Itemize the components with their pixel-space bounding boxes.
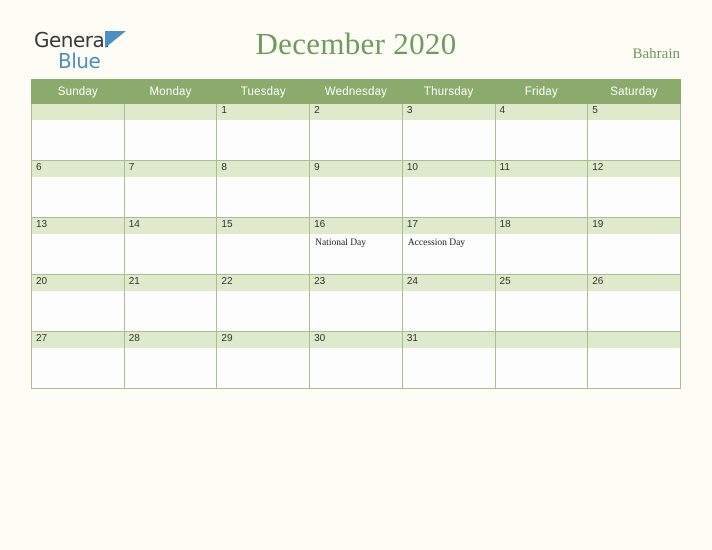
weekday-header-wednesday: Wednesday <box>310 80 403 104</box>
day-number: 8 <box>217 161 309 177</box>
day-number: 16 <box>310 218 402 234</box>
day-number: 14 <box>125 218 217 234</box>
logo-text-general: General <box>34 28 110 52</box>
day-cell[interactable] <box>310 275 403 332</box>
weekday-header-monday: Monday <box>124 80 217 104</box>
day-event <box>125 291 217 295</box>
day-number: 30 <box>310 332 402 348</box>
day-number: 19 <box>588 218 680 234</box>
calendar-table <box>31 79 681 389</box>
day-number: 24 <box>403 275 495 291</box>
day-number: 4 <box>496 104 588 120</box>
day-cell[interactable] <box>588 275 681 332</box>
day-cell[interactable] <box>402 218 495 275</box>
day-event <box>496 177 588 181</box>
day-event <box>310 291 402 295</box>
day-cell[interactable] <box>124 218 217 275</box>
day-cell[interactable] <box>310 332 403 389</box>
day-number: 2 <box>310 104 402 120</box>
day-event <box>125 234 217 238</box>
day-cell[interactable] <box>217 218 310 275</box>
day-event <box>403 348 495 352</box>
day-event <box>403 120 495 124</box>
day-cell[interactable] <box>32 332 125 389</box>
day-number: 5 <box>588 104 680 120</box>
day-event <box>32 177 124 181</box>
day-event <box>217 177 309 181</box>
day-number: 23 <box>310 275 402 291</box>
weekday-header-tuesday: Tuesday <box>217 80 310 104</box>
day-number: 18 <box>496 218 588 234</box>
day-number: 1 <box>217 104 309 120</box>
day-event <box>32 291 124 295</box>
day-cell[interactable] <box>495 332 588 389</box>
day-event <box>217 120 309 124</box>
day-number: 10 <box>403 161 495 177</box>
day-event <box>403 291 495 295</box>
weekday-header-sunday: Sunday <box>32 80 125 104</box>
day-cell[interactable] <box>495 161 588 218</box>
day-number <box>496 332 588 348</box>
day-number: 15 <box>217 218 309 234</box>
day-event <box>217 291 309 295</box>
day-event <box>217 348 309 352</box>
day-cell[interactable] <box>217 275 310 332</box>
day-event <box>125 348 217 352</box>
day-number <box>32 104 124 120</box>
day-cell[interactable] <box>588 218 681 275</box>
day-number: 17 <box>403 218 495 234</box>
calendar-week-row <box>32 332 681 389</box>
day-cell[interactable] <box>310 104 403 161</box>
day-cell[interactable] <box>124 332 217 389</box>
day-event <box>125 177 217 181</box>
day-cell[interactable] <box>217 104 310 161</box>
country-label: Bahrain <box>632 46 680 62</box>
day-event <box>588 120 680 124</box>
day-cell[interactable] <box>495 275 588 332</box>
logo-text-blue: Blue <box>58 49 101 73</box>
day-cell[interactable] <box>217 161 310 218</box>
day-number: 26 <box>588 275 680 291</box>
day-cell[interactable] <box>495 218 588 275</box>
day-cell[interactable] <box>402 104 495 161</box>
day-event <box>310 348 402 352</box>
weekday-header-saturday: Saturday <box>588 80 681 104</box>
page-title: December 2020 <box>255 26 457 61</box>
day-event <box>496 120 588 124</box>
day-number: 3 <box>403 104 495 120</box>
day-event <box>32 120 124 124</box>
calendar-week-row <box>32 275 681 332</box>
day-number: 29 <box>217 332 309 348</box>
day-cell[interactable] <box>588 104 681 161</box>
day-event: Accession Day <box>407 238 466 248</box>
day-event <box>496 234 588 238</box>
day-cell[interactable] <box>310 218 403 275</box>
day-number: 12 <box>588 161 680 177</box>
day-cell[interactable] <box>310 161 403 218</box>
day-cell[interactable] <box>402 161 495 218</box>
day-event <box>310 120 402 124</box>
day-number: 9 <box>310 161 402 177</box>
day-number: 13 <box>32 218 124 234</box>
day-number <box>125 104 217 120</box>
calendar-week-row <box>32 161 681 218</box>
day-cell[interactable] <box>217 332 310 389</box>
day-event <box>496 291 588 295</box>
day-event <box>496 348 588 352</box>
day-number: 20 <box>32 275 124 291</box>
day-cell[interactable] <box>32 104 125 161</box>
day-event <box>588 234 680 238</box>
day-event <box>32 234 124 238</box>
day-number: 22 <box>217 275 309 291</box>
day-cell[interactable] <box>588 332 681 389</box>
day-number <box>588 332 680 348</box>
day-event <box>32 348 124 352</box>
day-event: National Day <box>315 238 367 248</box>
day-number: 21 <box>125 275 217 291</box>
day-cell[interactable] <box>402 275 495 332</box>
weekday-header-friday: Friday <box>495 80 588 104</box>
day-event <box>125 120 217 124</box>
day-cell[interactable] <box>402 332 495 389</box>
day-number: 28 <box>125 332 217 348</box>
day-cell[interactable] <box>124 275 217 332</box>
day-event <box>217 234 309 238</box>
day-number: 25 <box>496 275 588 291</box>
day-number: 11 <box>496 161 588 177</box>
day-cell[interactable] <box>32 218 125 275</box>
weekday-header-row <box>32 80 681 104</box>
day-cell[interactable] <box>124 161 217 218</box>
day-cell[interactable] <box>32 275 125 332</box>
day-number: 27 <box>32 332 124 348</box>
weekday-header-thursday: Thursday <box>402 80 495 104</box>
day-cell[interactable] <box>495 104 588 161</box>
day-event <box>588 291 680 295</box>
day-event <box>588 348 680 352</box>
day-cell[interactable] <box>588 161 681 218</box>
day-number: 31 <box>403 332 495 348</box>
day-number: 6 <box>32 161 124 177</box>
day-cell[interactable] <box>32 161 125 218</box>
calendar-week-row <box>32 104 681 161</box>
day-number: 7 <box>125 161 217 177</box>
day-cell[interactable] <box>124 104 217 161</box>
calendar-week-row <box>32 218 681 275</box>
day-event <box>403 177 495 181</box>
day-event <box>310 177 402 181</box>
page-header <box>0 0 712 72</box>
day-event <box>588 177 680 181</box>
